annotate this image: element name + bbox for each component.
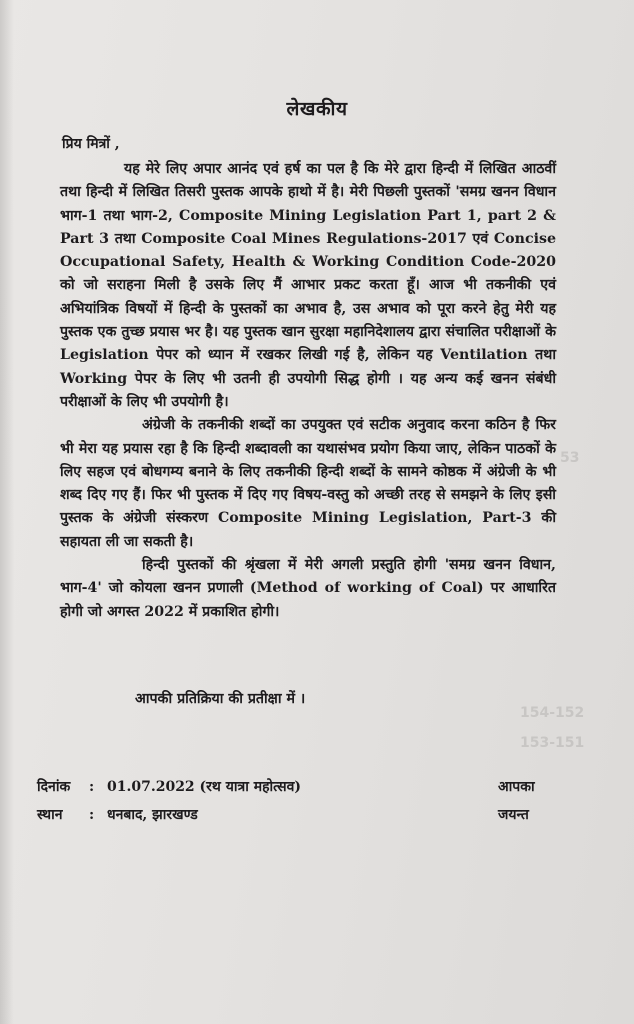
bleed-through-text: 154-152 bbox=[520, 705, 585, 721]
date-line bbox=[37, 777, 301, 796]
paragraph-2: अंग्रेजी के तकनीकी शब्दों का उपयुक्त एवं सटीक अनुवाद करना कठिन है फिर भी मेरा यह प्रयास रहा है कि हिन्दी शब्दावली का यथासंभव प्रयोग किया जाए, लेकिन पाठकों के लिए सहज एवं बोधगम्य बनाने के लिए तकनीकी हिन्दी शब्दों के सामने कोष्ठक में अंग्रेजी के भी शब्द दिए गए हैं। फिर भी पुस्तक में दिए गए विषय-वस्तु को अच्छी तरह से समझने के लिए इसी पुस्तक के अंग्रेजी संस्करण Composite Mining Legislation, Part-3 की सहायता ली जा सकती है। bbox=[60, 417, 556, 550]
place-label: स्थान bbox=[37, 807, 63, 823]
bleed-through-text: 53 bbox=[560, 450, 580, 466]
place-value: धनबाद, झारखण्ड bbox=[107, 807, 198, 823]
preface-body bbox=[60, 158, 556, 624]
place-colon: : bbox=[89, 807, 95, 823]
salutation: प्रिय मित्रों , bbox=[62, 136, 120, 152]
place-line bbox=[37, 805, 198, 824]
date-label: दिनांक bbox=[37, 779, 71, 795]
author-name: जयन्त bbox=[498, 807, 529, 823]
page-title: लेखकीय bbox=[286, 98, 348, 120]
date-colon: : bbox=[89, 779, 95, 795]
closing-line: आपकी प्रतिक्रिया की प्रतीक्षा में । bbox=[135, 691, 306, 707]
date-value: 01.07.2022 (रथ यात्रा महोत्सव) bbox=[107, 779, 302, 795]
page-edge-shadow bbox=[0, 0, 14, 1024]
paragraph-3: हिन्दी पुस्तकों की श्रृंखला में मेरी अगली प्रस्तुति होगी 'समग्र खनन विधान, भाग-4' जो कोयला खनन प्रणाली (Method of working of Coal) पर आधारित होगी जो अगस्त 2022 में प्रकाशित होगी। bbox=[60, 557, 556, 620]
signoff-line: आपका bbox=[498, 779, 535, 795]
bleed-through-text: 153-151 bbox=[520, 735, 585, 751]
paragraph-1: यह मेरे लिए अपार आनंद एवं हर्ष का पल है कि मेरे द्वारा हिन्दी में लिखित आठवीं तथा हिन्दी में लिखित तिसरी पुस्तक आपके हाथो में है। मेरी पिछली पुस्तकों 'समग्र खनन विधान भाग-1 तथा भाग-2, Composite Mining Legislation Part 1, part 2 & Part 3 तथा Composite Coal Mines Regulations-2017 एवं Concise Occupational Safety, Health & Working Condition Code-2020 को जो सराहना मिली है उसके लिए मैं आभार प्रकट करता हूँ। आज भी तकनीकी एवं अभियांत्रिक विषयों में हिन्दी के पुस्तकों का अभाव है, उस अभाव को पूरा करने हेतु मेरी यह पुस्तक एक तुच्छ प्रयास भर है। यह पुस्तक खान सुरक्षा महानिदेशालय द्वारा संचालित परीक्षाओं के Legislation पेपर को ध्यान में रखकर लिखी गई है, लेकिन यह Ventilation तथा Working पेपर के लिए भी उतनी ही उपयोगी सिद्ध होगी । यह अन्य कई खनन संबंधी परीक्षाओं के लिए भी उपयोगी है। bbox=[60, 161, 556, 410]
